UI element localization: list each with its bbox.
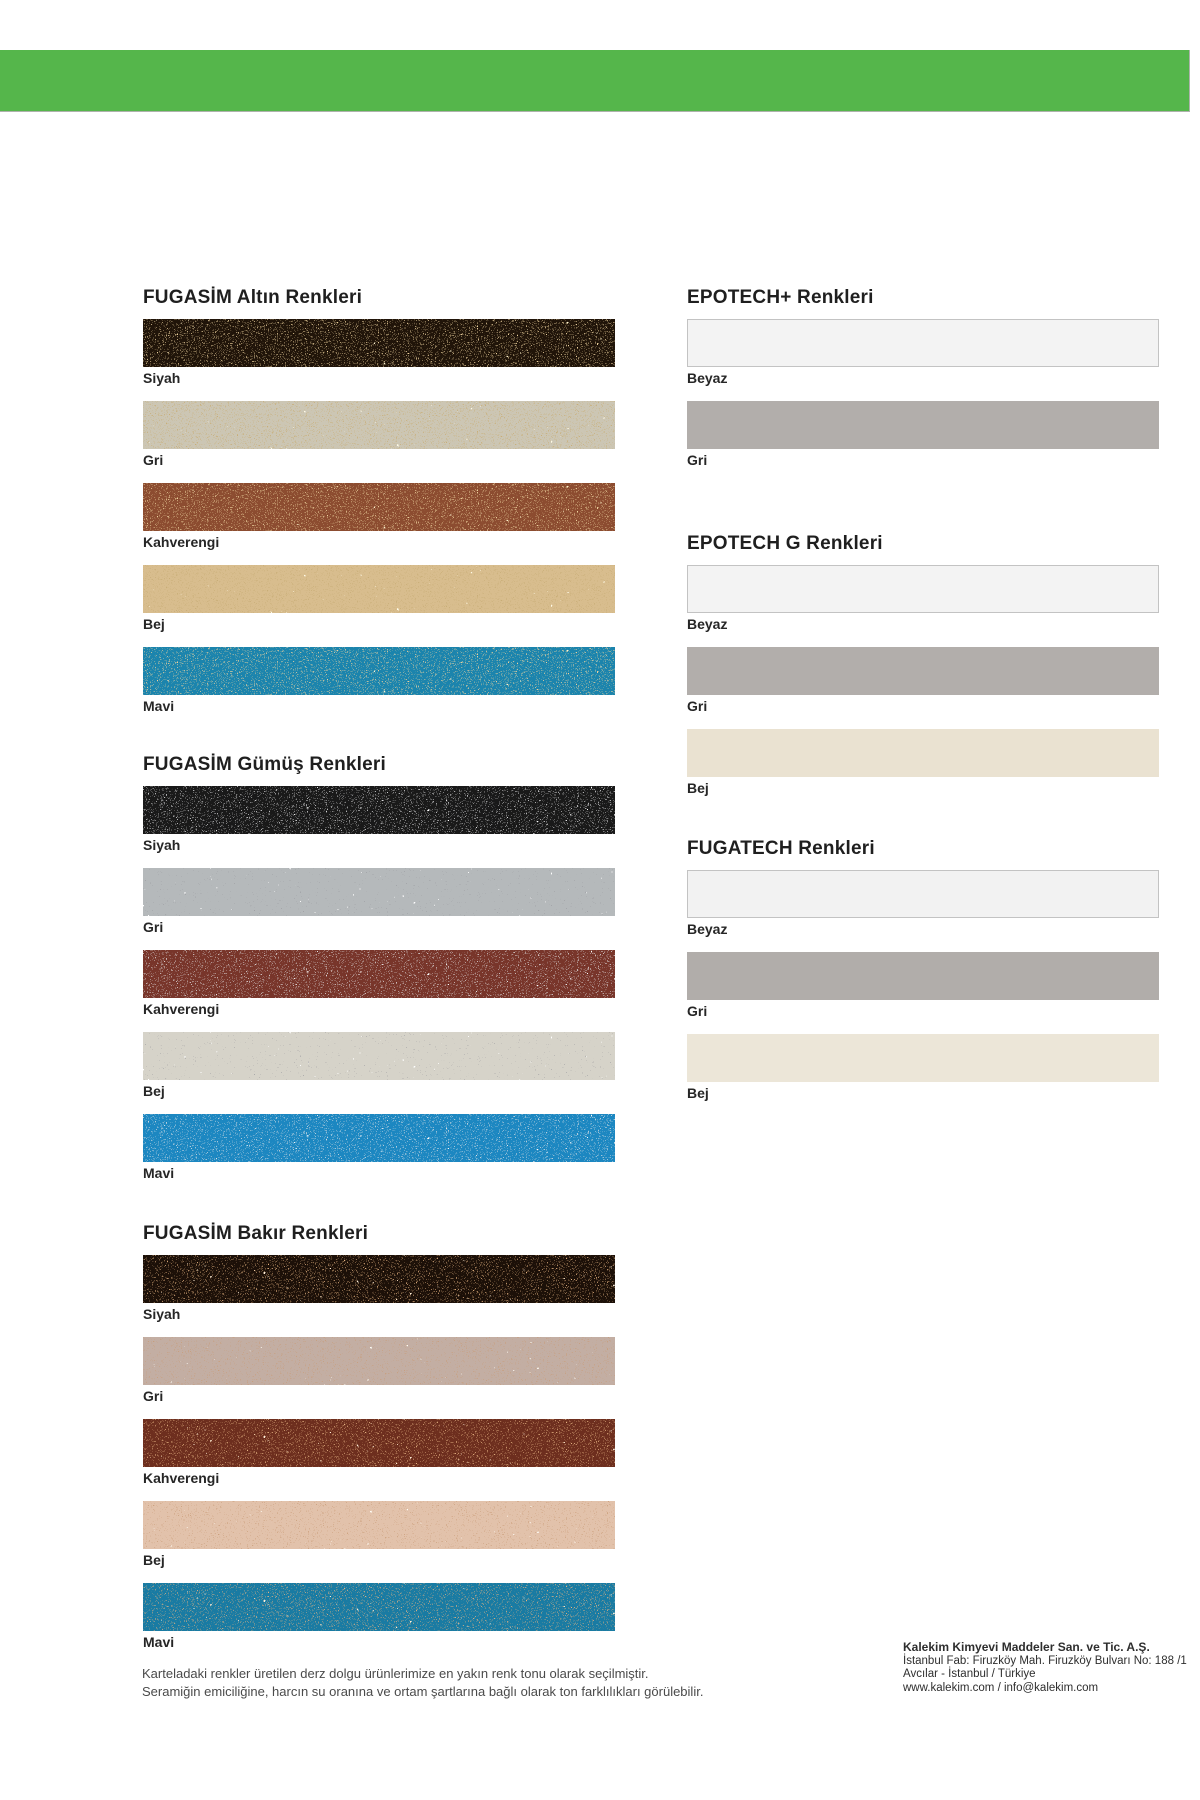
green-banner [0, 50, 1190, 112]
section-fugatech [687, 839, 1159, 1116]
swatch-label: Siyah [143, 837, 181, 853]
swatch-siyah [143, 786, 615, 834]
swatch-row [143, 950, 615, 1016]
swatch-row [143, 1501, 615, 1567]
swatch-beyaz [687, 319, 1159, 367]
swatch-row [687, 870, 1159, 936]
swatch-row [687, 952, 1159, 1018]
swatch-beyaz [687, 565, 1159, 613]
swatch-bej [687, 1034, 1159, 1082]
section-fugasim-bakir [143, 1224, 615, 1665]
swatch-row [687, 565, 1159, 631]
swatch-row [143, 1114, 615, 1180]
swatch-row [143, 1032, 615, 1098]
swatch-siyah [143, 1255, 615, 1303]
section-epotech-plus [687, 288, 1159, 483]
swatch-label: Mavi [143, 1634, 175, 1650]
disclaimer-text [142, 1665, 703, 1701]
company-address-line-1: İstanbul Fab: Firuzköy Mah. Firuzköy Bulvarı No: 188 /1 [903, 1654, 1187, 1667]
swatch-beyaz [687, 870, 1159, 918]
swatch-label: Gri [687, 698, 708, 714]
swatch-label: Bej [143, 616, 165, 632]
swatch-label: Siyah [143, 1306, 181, 1322]
swatch-label: Beyaz [687, 921, 728, 937]
swatch-label: Kahverengi [143, 1001, 220, 1017]
swatch-row [143, 868, 615, 934]
swatch-gri [143, 868, 615, 916]
swatch-label: Mavi [143, 698, 175, 714]
section-title: FUGATECH Renkleri [687, 838, 875, 859]
section-epotech-g [687, 534, 1159, 811]
swatch-label: Kahverengi [143, 1470, 220, 1486]
swatch-bej [143, 1501, 615, 1549]
swatch-row [143, 1337, 615, 1403]
swatch-gri [687, 647, 1159, 695]
swatch-gri [687, 401, 1159, 449]
swatch-row [143, 319, 615, 385]
swatch-row [687, 729, 1159, 795]
swatch-row [687, 319, 1159, 385]
swatch-label: Bej [143, 1552, 165, 1568]
swatch-mavi [143, 647, 615, 695]
swatch-label: Gri [143, 919, 164, 935]
swatch-row [143, 786, 615, 852]
swatch-row [687, 401, 1159, 467]
swatch-row [143, 565, 615, 631]
company-address-line-2: Avcılar - İstanbul / Türkiye [903, 1668, 1036, 1680]
swatch-gri [143, 401, 615, 449]
section-fugasim-altin [143, 288, 615, 729]
section-title: FUGASİM Bakır Renkleri [143, 1223, 369, 1244]
swatch-label: Bej [687, 780, 709, 796]
swatch-row [143, 401, 615, 467]
section-title: EPOTECH+ Renkleri [687, 287, 874, 308]
swatch-label: Mavi [143, 1165, 175, 1181]
disclaimer-line-1: Karteladaki renkler üretilen derz dolgu ürünlerimize en yakın renk tonu olarak seçilmiştir. [142, 1666, 649, 1681]
company-contact: www.kalekim.com / info@kalekim.com [903, 1681, 1099, 1694]
section-title: FUGASİM Gümüş Renkleri [143, 754, 386, 775]
section-title: FUGASİM Altın Renkleri [143, 287, 363, 308]
swatch-label: Beyaz [687, 370, 728, 386]
disclaimer-line-2: Seramiğin emiciliğine, harcın su oranına ve ortam şartlarına bağlı olarak ton farklılıkları görülebilir. [142, 1684, 704, 1699]
company-name: Kalekim Kimyevi Maddeler San. ve Tic. A.Ş. [903, 1640, 1150, 1654]
swatch-label: Gri [687, 452, 708, 468]
company-info [903, 1641, 1187, 1695]
swatch-bej [143, 565, 615, 613]
swatch-row [143, 483, 615, 549]
swatch-label: Bej [687, 1085, 709, 1101]
swatch-row [687, 647, 1159, 713]
swatch-label: Gri [143, 1388, 164, 1404]
swatch-siyah [143, 319, 615, 367]
swatch-row [143, 1255, 615, 1321]
swatch-label: Gri [143, 452, 164, 468]
swatch-mavi [143, 1114, 615, 1162]
swatch-mavi [143, 1583, 615, 1631]
swatch-gri [687, 952, 1159, 1000]
swatch-gri [143, 1337, 615, 1385]
swatch-label: Gri [687, 1003, 708, 1019]
section-fugasim-gumus [143, 755, 615, 1196]
swatch-row [687, 1034, 1159, 1100]
section-title: EPOTECH G Renkleri [687, 533, 883, 554]
swatch-label: Bej [143, 1083, 165, 1099]
swatch-bej [687, 729, 1159, 777]
swatch-label: Beyaz [687, 616, 728, 632]
swatch-bej [143, 1032, 615, 1080]
swatch-row [143, 1583, 615, 1649]
swatch-label: Siyah [143, 370, 181, 386]
swatch-kahverengi [143, 950, 615, 998]
swatch-row [143, 647, 615, 713]
swatch-kahverengi [143, 483, 615, 531]
swatch-kahverengi [143, 1419, 615, 1467]
swatch-label: Kahverengi [143, 534, 220, 550]
swatch-row [143, 1419, 615, 1485]
